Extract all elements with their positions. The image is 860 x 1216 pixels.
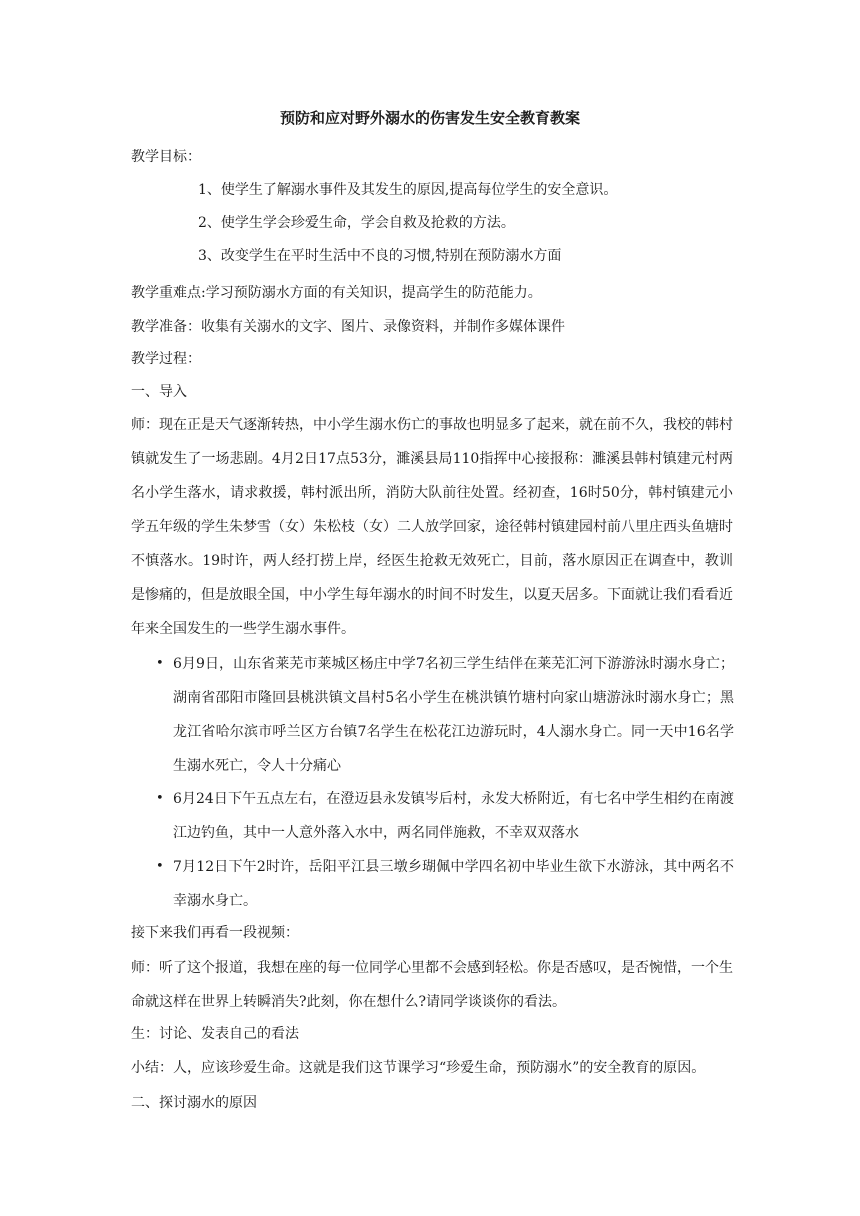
student-line: 生：讨论、发表自己的看法 bbox=[131, 1026, 299, 1042]
bullet-icon: • bbox=[156, 859, 164, 874]
objective-item: 2、使学生学会珍爱生命，学会自救及抢救的方法。 bbox=[198, 215, 515, 231]
intro-paragraph: 师：现在正是天气逐渐转热，中小学生溺水伤亡的事故也明显多了起来，就在前不久，我校的韩村镇就发生了一场悲剧。4月2日17点53分，濉溪县局110指挥中心接报称：濉溪县韩村镇建元村两名小学生落水，请求救援，韩村派出所，消防大队前往处置。经初查，16时50分，韩村镇建元小学五年级的学生朱梦雪（女）朱松枝（女）二人放学回家，途径韩村镇建园村前八里庄西头鱼塘时不慎落水。19时许，两人经打捞上岸，经医生抢救无效死亡，目前，落水原因正在调查中，教训是惨痛的，但是放眼全国，中小学生每年溺水的时间不时发生，以夏天居多。下面就让我们看看近年来全国发生的一些学生溺水事件。 bbox=[131, 417, 733, 637]
summary-line: 小结：人，应该珍爱生命。这就是我们这节课学习“珍爱生命，预防溺水”的安全教育的原因。 bbox=[131, 1060, 706, 1076]
teacher-paragraph: 师：听了这个报道，我想在座的每一位同学心里都不会感到轻松。你是否感叹，是否惋惜，一个生命就这样在世界上转瞬消失?此刻，你在想什么?请同学谈谈你的看法。 bbox=[131, 960, 733, 1010]
section-heading-causes: 二、探讨溺水的原因 bbox=[131, 1095, 257, 1111]
process-label: 教学过程： bbox=[131, 351, 201, 367]
preparation-line: 教学准备：收集有关溺水的文字、图片、录像资料，并制作多媒体课件 bbox=[131, 319, 565, 335]
bullet-item: 7月12日下午2时许，岳阳平江县三墩乡瑚佩中学四名初中毕业生欲下水游泳，其中两名不幸溺水身亡。 bbox=[173, 859, 734, 909]
bullet-icon: • bbox=[156, 791, 164, 806]
video-line: 接下来我们再看一段视频： bbox=[131, 925, 299, 941]
objective-item: 3、改变学生在平时生活中不良的习惯,特别在预防溺水方面 bbox=[198, 248, 562, 264]
bullet-item: 6月9日，山东省莱芜市莱城区杨庄中学7名初三学生结伴在莱芜汇河下游游泳时溺水身亡；湖南省邵阳市隆回县桃洪镇文昌村5名小学生在桃洪镇竹塘村向家山塘游泳时溺水身亡；黑龙江省哈尔滨市呼兰区方台镇7名学生在松花江边游玩时，4人溺水身亡。同一天中16名学生溺水死亡，令人十分痛心 bbox=[173, 656, 734, 774]
bullet-item: 6月24日下午五点左右，在澄迈县永发镇岑后村，永发大桥附近，有七名中学生相约在南渡江边钓鱼，其中一人意外落入水中，两名同伴施救，不幸双双落水 bbox=[173, 791, 734, 841]
objective-item: 1、使学生了解溺水事件及其发生的原因,提高每位学生的安全意识。 bbox=[198, 182, 618, 198]
key-points-line: 教学重难点:学习预防溺水方面的有关知识，提高学生的防范能力。 bbox=[131, 285, 542, 301]
bullet-icon: • bbox=[156, 656, 164, 671]
section-heading-intro: 一、导入 bbox=[131, 384, 187, 400]
objectives-label: 教学目标： bbox=[131, 149, 201, 165]
document-title: 预防和应对野外溺水的伤害发生安全教育教案 bbox=[279, 109, 580, 127]
